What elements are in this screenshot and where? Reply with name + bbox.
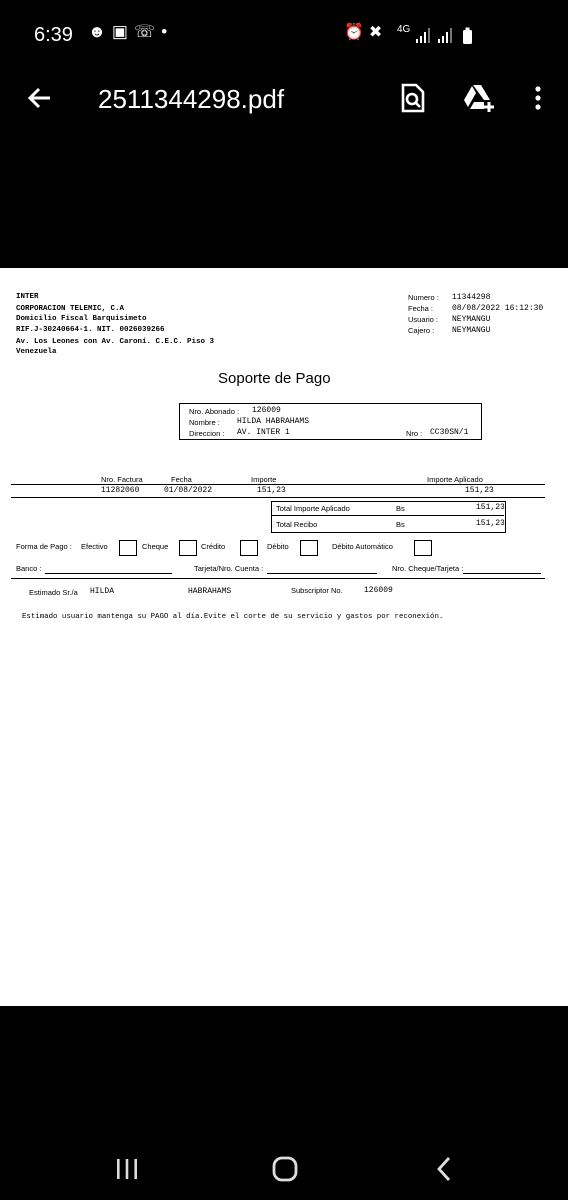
search-document-icon[interactable] (398, 82, 428, 114)
alarm-icon: ⏰ (344, 24, 369, 41)
totals-divider (272, 515, 504, 516)
pdf-page (0, 268, 568, 1006)
direccion-value: AV. INTER 1 (237, 428, 290, 437)
banco-line (45, 573, 172, 574)
usuario-label: Usuario : (408, 315, 439, 324)
nro-cheque-line (463, 573, 541, 574)
subscriptor-label: Subscriptor No. (291, 586, 343, 595)
network-type: 4G (397, 24, 411, 35)
row-importe-aplicado: 151,23 (465, 486, 494, 495)
company-rif: RIF.J-30240664-1. NIT. 0026039266 (16, 326, 165, 334)
forma-pago-label: Forma de Pago : (16, 542, 72, 551)
cajero-value: NEYMANGU (452, 326, 491, 335)
more-vert-icon[interactable] (526, 84, 550, 114)
status-time: 6:39 (34, 24, 73, 46)
subscriptor-value: 126009 (364, 586, 393, 595)
efectivo-label: Efectivo (81, 542, 108, 551)
fecha-label: Fecha : (408, 304, 434, 313)
estimado-label: Estimado Sr./a (29, 588, 78, 597)
company-address: Av. Los Leones con Av. Caroní. C.E.C. Piso 3 (16, 338, 215, 346)
credito-label: Crédito (201, 542, 226, 551)
company-domicile: Domicilio Fiscal Barquisimeto (16, 315, 147, 323)
nro-label: Nro : (406, 429, 423, 438)
numero-label: Numero : (408, 293, 439, 302)
total-aplicado-label: Total Importe Aplicado (276, 504, 350, 513)
numero-value: 11344298 (452, 293, 491, 302)
person-icon: ☻ (88, 22, 112, 41)
image-icon: ▣ (111, 22, 134, 41)
header-nro-factura: Nro. Factura (101, 475, 143, 484)
document-title: 2511344298.pdf (98, 84, 285, 114)
cheque-label: Cheque (142, 542, 169, 551)
section-rule (11, 578, 545, 579)
total-recibo-label: Total Recibo (276, 520, 318, 529)
abonado-value: 126009 (252, 406, 281, 415)
total-aplicado-value: 151,23 (476, 503, 505, 512)
header-fecha: Fecha (171, 475, 192, 484)
signal-icon (438, 28, 452, 43)
recents-icon[interactable] (114, 1156, 140, 1182)
drive-add-icon[interactable] (462, 82, 496, 114)
company-name: INTER (16, 293, 39, 301)
efectivo-checkbox (119, 540, 137, 556)
tarjeta-line (267, 573, 377, 574)
company-legal-name: CORPORACION TELEMIC, C.A (16, 305, 125, 313)
header-importe: Importe (251, 475, 277, 484)
estimado-last-name: HABRAHAMS (188, 587, 232, 596)
direccion-label: Direccion : (189, 429, 225, 438)
debito-checkbox (300, 540, 318, 556)
footer-message: Estimado usuario mantenga su PAGO al día.Evite el corte de su servicio y gastos por reconexión. (22, 613, 444, 621)
nro-value: CC30SN/1 (430, 428, 469, 437)
back-icon[interactable] (434, 1156, 454, 1182)
table-row-rule (11, 497, 545, 498)
status-icons-left (88, 22, 173, 42)
back-arrow-icon[interactable] (24, 82, 56, 114)
total-aplicado-currency: Bs (396, 504, 405, 513)
mute-icon: ✖ (368, 24, 388, 41)
status-icons-right (344, 22, 387, 42)
abonado-label: Nro. Abonado : (189, 407, 240, 416)
total-recibo-currency: Bs (396, 520, 405, 529)
usuario-value: NEYMANGU (452, 315, 491, 324)
banco-label: Banco : (16, 564, 42, 573)
debito-automatico-label: Débito Automático (332, 542, 393, 551)
total-recibo-value: 151,23 (476, 519, 505, 528)
fecha-value: 08/08/2022 16:12:30 (452, 304, 544, 313)
credito-checkbox (240, 540, 258, 556)
estimado-first-name: HILDA (90, 587, 115, 596)
cheque-checkbox (179, 540, 197, 556)
whatsapp-icon: ☏ (133, 22, 162, 41)
dot-icon: • (161, 22, 174, 41)
row-importe: 151,23 (257, 486, 286, 495)
battery-icon (463, 28, 472, 45)
company-country: Venezuela (16, 348, 57, 356)
nombre-label: Nombre : (189, 418, 220, 427)
table-header-rule (11, 484, 545, 485)
signal-battery-icons (416, 26, 476, 46)
debito-label: Débito (267, 542, 289, 551)
nro-cheque-label: Nro. Cheque/Tarjeta : (392, 564, 464, 573)
document-heading: Soporte de Pago (218, 370, 331, 387)
row-nro-factura: 11282060 (101, 486, 140, 495)
tarjeta-label: Tarjeta/Nro. Cuenta : (194, 564, 264, 573)
debito-automatico-checkbox (414, 540, 432, 556)
signal-icon (416, 28, 430, 43)
navigation-bar (0, 1006, 568, 1200)
nombre-value: HILDA HABRAHAMS (237, 417, 310, 426)
home-icon[interactable] (270, 1154, 300, 1184)
row-fecha: 01/08/2022 (164, 486, 213, 495)
cajero-label: Cajero : (408, 326, 435, 335)
header-importe-aplicado: Importe Aplicado (427, 475, 483, 484)
